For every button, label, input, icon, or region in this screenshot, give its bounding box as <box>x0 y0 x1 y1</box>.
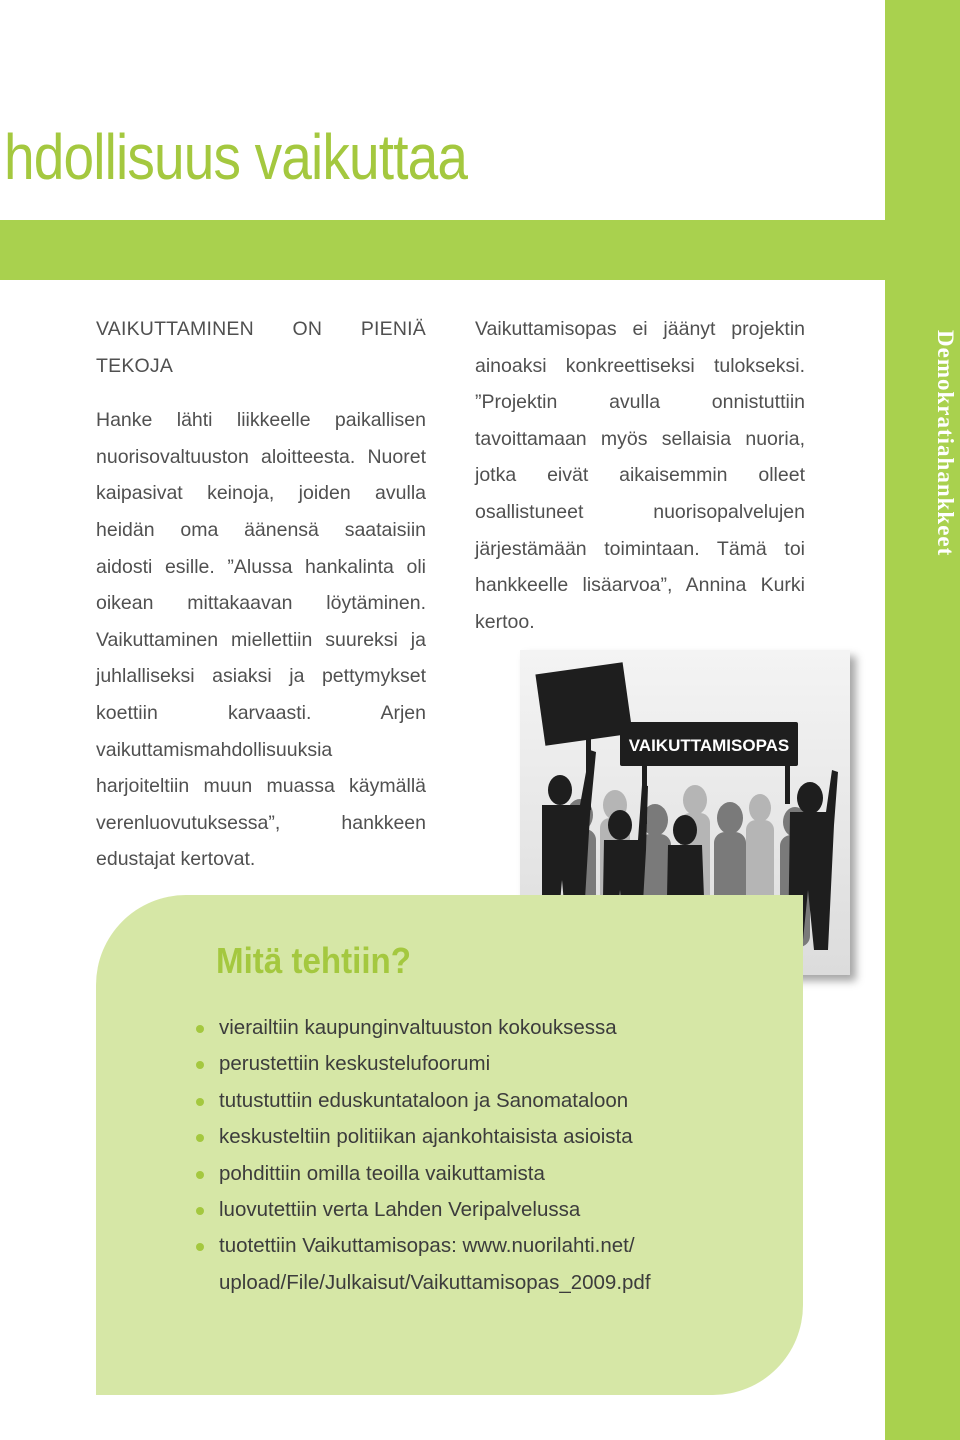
info-box-title: Mitä tehtiin? <box>216 940 412 981</box>
list-item: pohdittiin omilla teoilla vaikuttamista <box>196 1156 796 1192</box>
side-tab-label: Demokratiahankkeet <box>933 330 958 557</box>
title-underline-bar <box>0 220 885 280</box>
bullet-icon <box>196 1207 204 1215</box>
bullet-icon <box>196 1134 204 1142</box>
right-column <box>475 311 805 640</box>
list-item: tutustuttiin eduskuntataloon ja Sanomataloon <box>196 1083 796 1119</box>
list-item: vierailtiin kaupunginvaltuuston kokouksessa <box>196 1010 796 1046</box>
list-item-line: upload/File/Julkaisut/Vaikuttamisopas_2009.pdf <box>219 1270 651 1294</box>
list-item: luovutettiin verta Lahden Veripalvelussa <box>196 1192 796 1228</box>
page-title: hdollisuus vaikuttaa <box>4 121 468 193</box>
bullet-icon <box>196 1025 204 1033</box>
left-paragraph: Hanke lähti liikkeelle paikallisen nuorisovaltuuston aloitteesta. Nuoret kaipasivat keinoja, joiden avulla heidän oma äänensä saataisiin aidosti esille. ”Alussa hankalinta oli oikean mittakaavan löytäminen. Vaikuttaminen miellettiin suureksi ja juhlalliseksi asiaksi ja pettymykset koettiin karvaasti. Arjen vaikuttamismahdollisuuksia harjoiteltiin muun muassa käymällä verenluovutuksessa”, hankkeen edustajat kertovat. <box>96 409 426 871</box>
list-item: perustettiin keskustelufoorumi <box>196 1046 796 1082</box>
bullet-icon <box>196 1171 204 1179</box>
bullet-icon <box>196 1098 204 1106</box>
bullet-icon <box>196 1061 204 1069</box>
bullet-icon <box>196 1243 204 1251</box>
list-item-line: tuotettiin Vaikuttamisopas: www.nuorilahti.net/ <box>219 1234 635 1258</box>
left-column <box>96 311 426 878</box>
side-tab <box>885 0 960 1440</box>
section-heading: VAIKUTTAMINEN ON PIENIÄ TEKOJA <box>96 318 426 377</box>
list-item: keskusteltiin politiikan ajankohtaisista asioista <box>196 1119 796 1155</box>
right-paragraph: Vaikuttamisopas ei jäänyt projektin ainoaksi konkreettiseksi tulokseksi. ”Projektin avulla onnistuttiin tavoittamaan myös sellaisia nuoria, jotka eivät aikaisemmin olleet osallistuneet nuorisopalvelujen järjestämään toimintaan. Tämä toi hankkeelle lisäarvoa”, Annina Kurki kertoo. <box>475 318 805 633</box>
sign-text: VAIKUTTAMISOPAS <box>628 736 790 755</box>
list-item <box>196 1228 796 1301</box>
activity-list <box>196 1010 796 1301</box>
